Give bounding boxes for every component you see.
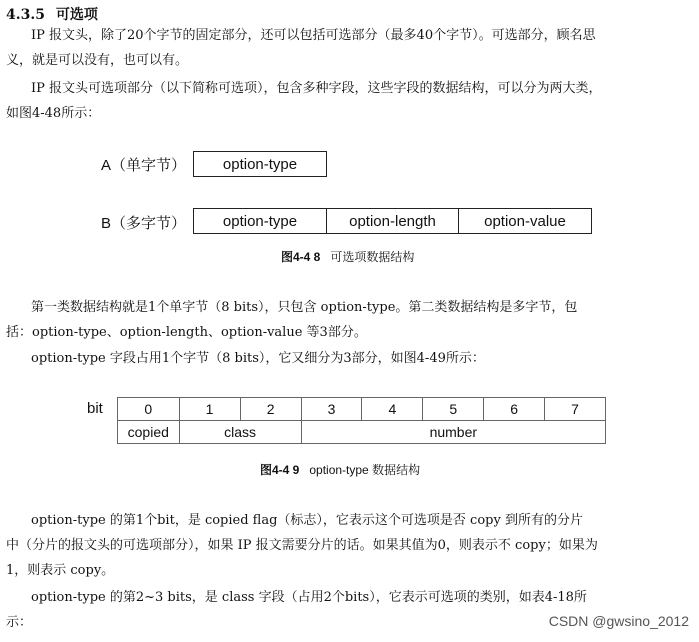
paragraph-line: option-type 的第2~3 bits，是 class 字段（占用2个bits），它表示可选项的类别，如表4-18所 [31,590,587,605]
paragraph-line: option-type 字段占用1个字节（8 bits），它又细分为3部分，如图4-49所示： [31,351,485,366]
paragraph-line: 义，就是可以没有，也可以有。 [6,53,189,68]
field-copied: copied [118,421,180,444]
field-option-length: option-length [326,208,459,234]
paragraph-line: IP 报文头，除了20个字节的固定部分，还可以包括可选部分（最多40个字节）。可选部分，顾名思 [31,28,596,43]
figure-caption [260,461,420,478]
figure-caption [281,248,414,265]
caption-text: option-type 数据结构 [309,463,421,477]
paragraph-line: 括：option-type、option-length、option-value 等3部分。 [6,325,367,340]
section-number: 4.3.5 [6,7,45,23]
paragraph-line: IP 报文头可选项部分（以下简称可选项），包含多种字段，这些字段的数据结构，可以分为两大类， [31,81,602,96]
paragraph-line: 示： [6,615,33,630]
bit-cell: 3 [301,398,362,421]
watermark: CSDN @gwsino_2012 [548,613,689,629]
paragraph-line: 中（分片的报文头的可选项部分），如果 IP 报文需要分片的话。如果其值为0，则表示不 copy；如果为 [6,538,598,553]
bit-row [118,398,606,421]
section-title: 可选项 [55,7,98,23]
paragraph-line: 1，则表示 copy。 [6,563,115,578]
bit-table [117,397,606,444]
paragraph-line: 第一类数据结构就是1个单字节（8 bits），只包含 option-type。第二类数据结构是多字节，包 [31,300,578,315]
bit-cell: 1 [179,398,240,421]
caption-number: 图4-4 9 [260,463,300,477]
bit-cell: 0 [118,398,180,421]
field-option-type: option-type [193,208,327,234]
caption-number: 图4-4 8 [281,250,321,264]
field-option-type: option-type [193,151,327,177]
field-row [118,421,606,444]
caption-text: 可选项数据结构 [330,250,415,264]
paragraph-line: 如图4-48所示： [6,106,101,121]
row-b-label: B（多字节） [101,215,187,232]
field-class: class [179,421,301,444]
field-option-value: option-value [458,208,592,234]
field-number: number [301,421,605,444]
bit-cell: 4 [362,398,423,421]
bit-cell: 5 [423,398,484,421]
row-a-label: A（单字节） [101,157,187,174]
section-heading [6,4,98,24]
bit-cell: 6 [484,398,545,421]
bit-label: bit [87,400,103,417]
paragraph-line: option-type 的第1个bit，是 copied flag（标志），它表示这个可选项是否 copy 到所有的分片 [31,513,583,528]
bit-cell: 7 [545,398,606,421]
bit-cell: 2 [240,398,301,421]
